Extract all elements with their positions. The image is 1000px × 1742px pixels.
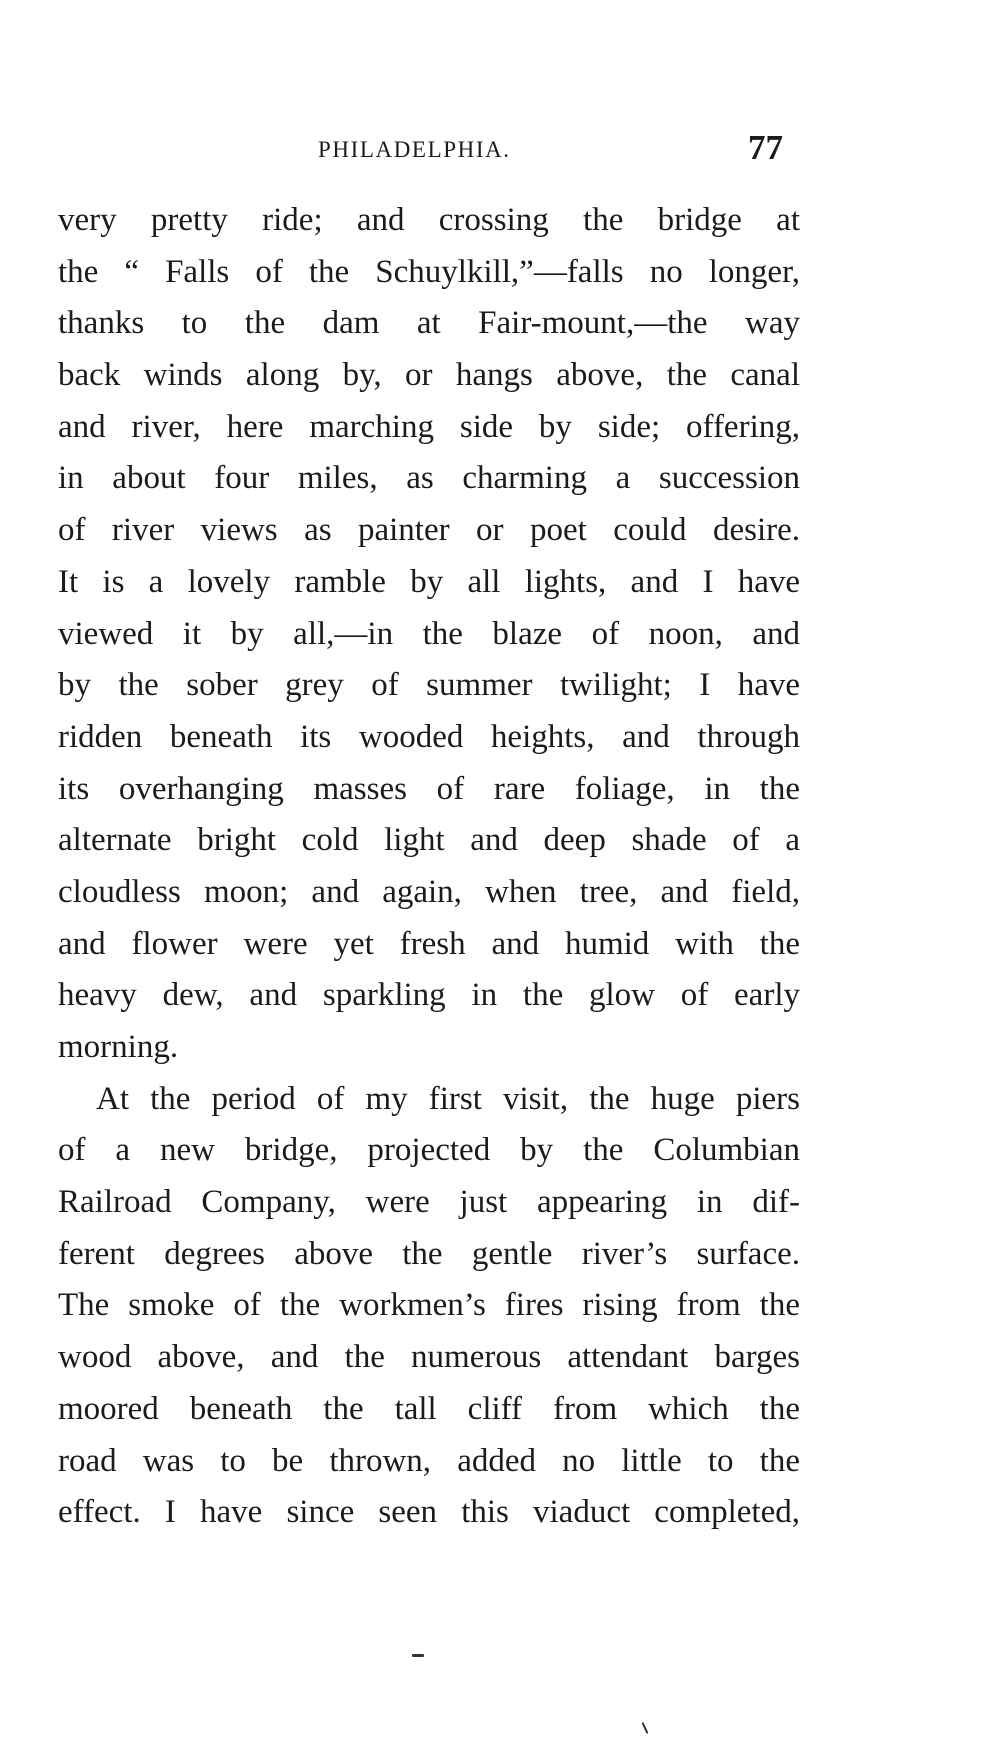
ink-speck	[642, 1722, 649, 1734]
text-line: ridden beneath its wooded heights, and through	[58, 718, 800, 755]
text-line: of river views as painter or poet could desire.	[58, 512, 800, 549]
text-line: Railroad Company, were just appearing in dif-	[58, 1184, 800, 1221]
text-line: It is a lovely ramble by all lights, and I have	[58, 563, 800, 600]
paragraph-1	[58, 195, 800, 1074]
text-line: of a new bridge, projected by the Columbian	[58, 1132, 800, 1169]
text-line: moored beneath the tall cliff from which the	[58, 1390, 800, 1427]
text-line: back winds along by, or hangs above, the canal	[58, 357, 800, 394]
text-line: viewed it by all,—in the blaze of noon, and	[58, 615, 800, 652]
text-line: by the sober grey of summer twilight; I have	[58, 667, 800, 704]
text-line: ferent degrees above the gentle river’s surface.	[58, 1235, 800, 1272]
text-line: in about four miles, as charming a succession	[58, 460, 800, 497]
text-line: the “ Falls of the Schuylkill,”—falls no longer,	[58, 253, 800, 290]
text-line: very pretty ride; and crossing the bridge at	[58, 202, 800, 238]
text-line: its overhanging masses of rare foliage, in the	[58, 770, 800, 807]
text-line: alternate bright cold light and deep shade of a	[58, 822, 800, 859]
text-line: effect. I have since seen this viaduct completed,	[58, 1494, 800, 1531]
page-number: 77	[748, 128, 783, 167]
text-line: and flower were yet fresh and humid with the	[58, 925, 800, 962]
text-line: heavy dew, and sparkling in the glow of early	[58, 977, 800, 1014]
text-line: morning.	[58, 1029, 179, 1065]
ink-speck	[412, 1654, 424, 1657]
body-text	[58, 195, 800, 1539]
text-line: thanks to the dam at Fair-mount,—the way	[58, 305, 800, 342]
text-line: cloudless moon; and again, when tree, and field,	[58, 873, 800, 910]
text-line: At the period of my first visit, the huge piers	[96, 1080, 800, 1117]
text-line: The smoke of the workmen’s fires rising from the	[58, 1287, 800, 1324]
running-head-title: PHILADELPHIA.	[318, 137, 511, 162]
paragraph-2	[58, 1074, 800, 1539]
text-line: road was to be thrown, added no little to the	[58, 1442, 800, 1479]
text-line: and river, here marching side by side; offering,	[58, 408, 800, 445]
text-line: wood above, and the numerous attendant barges	[58, 1339, 800, 1376]
